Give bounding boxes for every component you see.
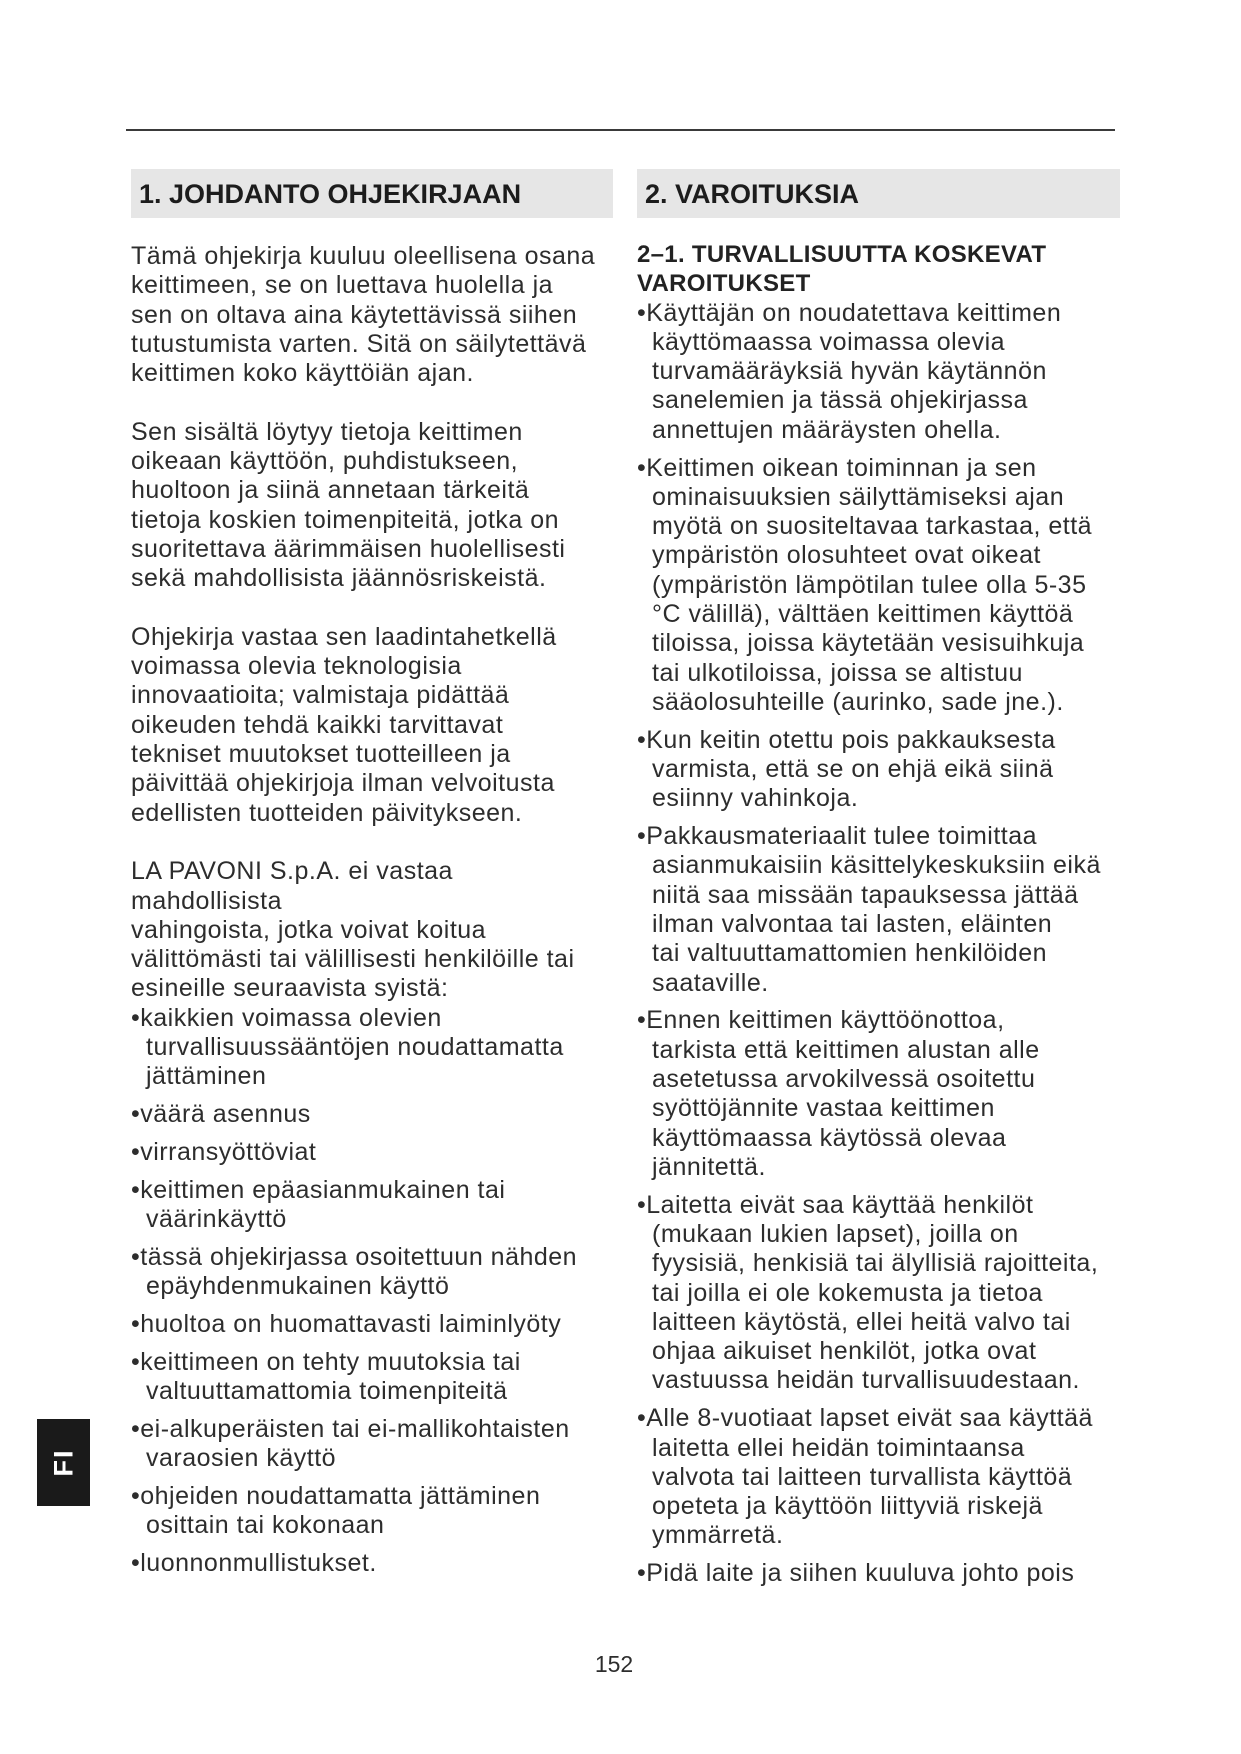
- safety-warning-item: •Keittimen oikean toiminnan ja sen ominaisuuksien säilyttämiseksi ajan myötä on suositeltavaa tarkastaa, että ympäristön olosuhteet ovat oikeat (ympäristön lämpötilan tulee olla 5-35 °C välillä), välttäen keittimen käyttöä tiloissa, joissa käytetään vesisuihkuja tai ulkotiloissa, joissa se altistuu sääolosuhteille (aurinko, sade jne.).: [637, 453, 1093, 716]
- language-tab: [37, 1419, 90, 1506]
- section-1-heading: 1. JOHDANTO OHJEKIRJAAN: [131, 169, 613, 218]
- section-1-body: [131, 242, 611, 1578]
- liability-cause-item: •virransyöttöviat: [131, 1137, 317, 1166]
- header-rule: [126, 129, 1115, 131]
- liability-cause-item: •kaikkien voimassa olevien turvallisuussääntöjen noudattamatta jättäminen: [131, 1003, 564, 1091]
- safety-warnings-list: [637, 299, 1117, 1589]
- page-number: 152: [594, 1651, 634, 1677]
- language-tab-label: FI: [48, 1448, 78, 1477]
- liability-cause-item: •tässä ohjekirjassa osoitettuun nähden epäyhdenmukainen käyttö: [131, 1242, 578, 1301]
- liability-cause-item: •keittimen epäasianmukainen tai väärinkäyttö: [131, 1175, 506, 1233]
- liability-paragraph: LA PAVONI S.p.A. ei vastaa mahdollisista vahingoista, jotka voivat koitua välittömästi tai välillisesti henkilöille tai esineille seuraavista syistä:: [131, 857, 575, 1003]
- section-2-heading: 2. VAROITUKSIA: [637, 169, 1120, 218]
- safety-warning-item: •Laitetta eivät saa käyttää henkilöt (mukaan lukien lapset), joilla on fyysisiä, henkisiä tai älyllisiä rajoitteita, tai joilla ei ole kokemusta ja tietoa laitteen käytöstä, ellei heitä valvo tai ohjaa aikuiset henkilöt, jotka ovat vastuussa heidän turvallisuudestaan.: [637, 1190, 1099, 1395]
- technology-paragraph: Ohjekirja vastaa sen laadintahetkellä voimassa olevia teknologisia innovaatioita; valmistaja pidättää oikeuden tehdä kaikki tarvittavat tekniset muutokset tuotteilleen ja päivittää ohjekirjoja ilman velvoitusta edellisten tuotteiden päivitykseen.: [131, 622, 557, 827]
- safety-warnings-subheading: 2–1. TURVALLISUUTTA KOSKEVAT VAROITUKSET: [637, 241, 1047, 298]
- liability-cause-item: •luonnonmullistukset.: [131, 1548, 377, 1577]
- safety-warning-item: •Ennen keittimen käyttöönottoa, tarkista että keittimen alustan alle asetetussa arvokilvessä osoitettu syöttöjännite vastaa keittimen käyttömaassa käytössä olevaa jännitettä.: [637, 1006, 1040, 1181]
- safety-warning-item: •Pidä laite ja siihen kuuluva johto pois: [637, 1559, 1075, 1588]
- contents-paragraph: Sen sisältä löytyy tietoja keittimen oikeaan käyttöön, puhdistukseen, huoltoon ja siinä annetaan tärkeitä tietoja koskien toimenpiteitä, jotka on suoritettava äärimmäisen huolellisesti sekä mahdollisista jäännösriskeistä.: [131, 417, 566, 593]
- liability-cause-item: •huoltoa on huomattavasti laiminlyöty: [131, 1309, 562, 1338]
- liability-cause-item: •väärä asennus: [131, 1100, 311, 1129]
- liability-cause-item: •ohjeiden noudattamatta jättäminen osittain tai kokonaan: [131, 1481, 541, 1540]
- liability-causes-list: [131, 1004, 611, 1579]
- safety-warning-item: •Alle 8-vuotiaat lapset eivät saa käyttää laitetta ellei heidän toimintaansa valvota tai laitteen turvallista käyttöä opeteta ja käyttöön liittyviä riskejä ymmärretä.: [637, 1404, 1093, 1550]
- intro-paragraph: Tämä ohjekirja kuuluu oleellisena osana keittimeen, se on luettava huolella ja sen on oltava aina käytettävissä siihen tutustumista varten. Sitä on säilytettävä keittimen koko käyttöiän ajan.: [131, 242, 596, 388]
- liability-cause-item: •keittimeen on tehty muutoksia tai valtuuttamattomia toimenpiteitä: [131, 1347, 521, 1405]
- safety-warning-item: •Pakkausmateriaalit tulee toimittaa asianmukaisiin käsittelykeskuksiin eikä niitä saa missään tapauksessa jättää ilman valvontaa tai lasten, eläinten tai valtuuttamattomien henkilöiden saataville.: [637, 822, 1101, 997]
- safety-warning-item: •Käyttäjän on noudatettava keittimen käyttömaassa voimassa olevia turvamääräyksiä hyvän käytännön sanelemien ja tässä ohjekirjassa annettujen määräysten ohella.: [637, 298, 1062, 444]
- safety-warning-item: •Kun keitin otettu pois pakkauksesta varmista, että se on ehjä eikä siinä esiinny vahinkoja.: [637, 725, 1056, 813]
- liability-cause-item: •ei-alkuperäisten tai ei-mallikohtaisten varaosien käyttö: [131, 1414, 570, 1473]
- section-2-body: [637, 240, 1117, 1589]
